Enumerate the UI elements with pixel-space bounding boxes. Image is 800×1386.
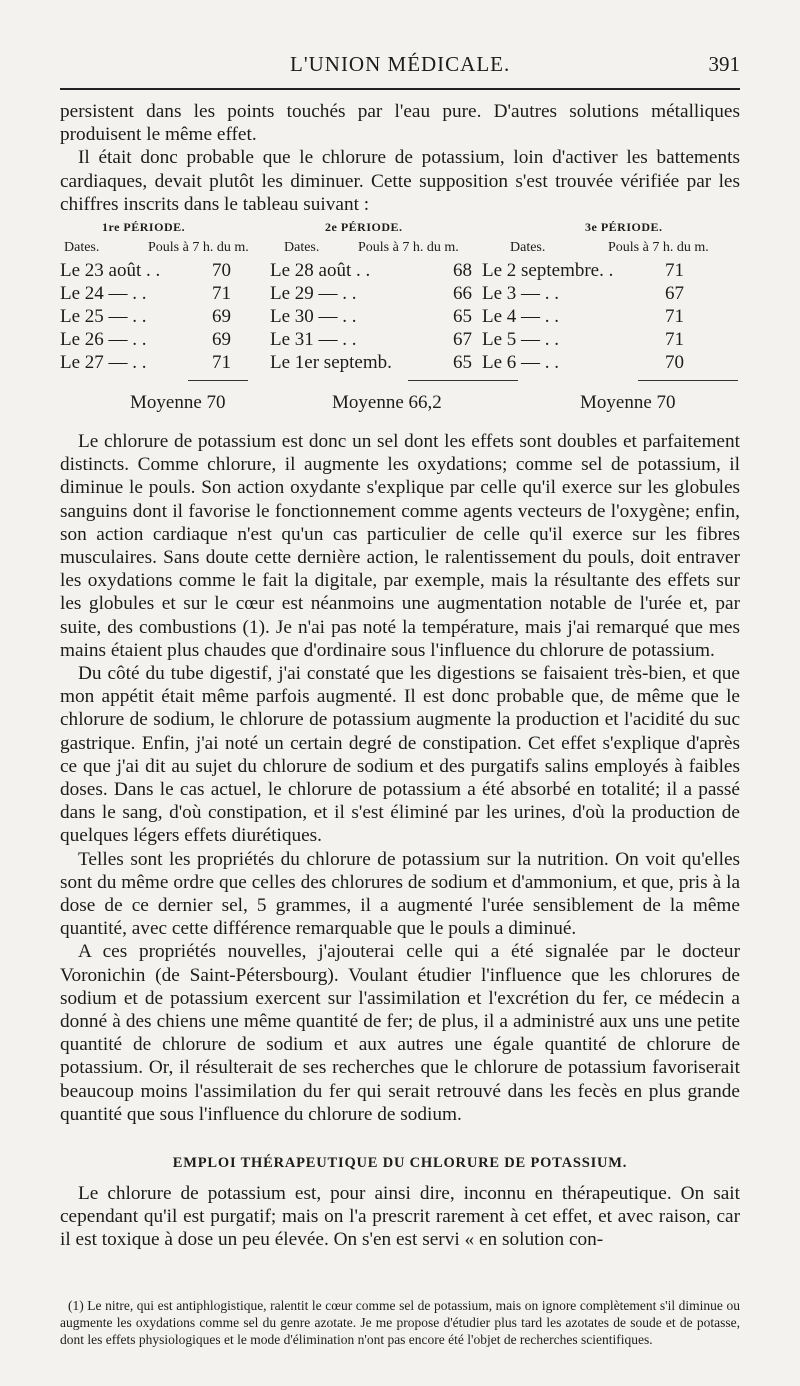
table-periods bbox=[60, 220, 740, 240]
period-2: 2e PÉRIODE. bbox=[325, 220, 403, 234]
page-header bbox=[60, 52, 740, 82]
table-cell: Le 5 — . . bbox=[482, 329, 560, 350]
table-cell: 69 bbox=[212, 306, 231, 327]
table-cell: Le 25 — . . bbox=[60, 306, 147, 327]
page-number: 391 bbox=[708, 52, 740, 76]
table-row bbox=[60, 283, 740, 306]
column-header: Dates. bbox=[64, 240, 100, 255]
intro-paragraph-1: persistent dans les points touchés par l'eau pure. D'autres solutions métalliques produisent le même effet. bbox=[60, 101, 740, 146]
table-cell: Le 27 — . . bbox=[60, 352, 147, 373]
table-row bbox=[60, 306, 740, 329]
table-cell: Le 28 août . . bbox=[270, 260, 371, 281]
sum-rule bbox=[638, 380, 738, 381]
table-cell: Le 26 — . . bbox=[60, 329, 147, 350]
table-cell: Le 31 — . . bbox=[270, 329, 357, 350]
section-heading: EMPLOI THÉRAPEUTIQUE DU CHLORURE DE POTASSIUM. bbox=[172, 1155, 628, 1171]
table-cell: 68 bbox=[453, 260, 472, 281]
table-cell: Le 24 — . . bbox=[60, 283, 147, 304]
table-cell: Le 4 — . . bbox=[482, 306, 560, 327]
table-cell: 71 bbox=[665, 329, 684, 350]
period-1: 1re PÉRIODE. bbox=[102, 220, 186, 234]
table-cell: Le 30 — . . bbox=[270, 306, 357, 327]
average-value: Moyenne 70 bbox=[580, 392, 676, 413]
table-cell: 71 bbox=[665, 306, 684, 327]
table-cell: Le 1er septemb. bbox=[270, 352, 392, 373]
table-cell: 71 bbox=[212, 283, 231, 304]
average-value: Moyenne 66,2 bbox=[332, 392, 442, 413]
main-text bbox=[60, 430, 740, 1126]
table-cell: Le 29 — . . bbox=[270, 283, 357, 304]
column-header: Dates. bbox=[510, 240, 546, 255]
table-cell: 67 bbox=[665, 283, 684, 304]
intro-text bbox=[60, 100, 740, 216]
paragraph: A ces propriétés nouvelles, j'ajouterai celle qui a été signalée par le docteur Voronichin (de Saint-Pétersbourg). Voulant étudier l'influence que les chlorures de sodium et de potassium exercent sur l'assimilation et l'excrétion du fer, ce médecin a donné à des chiens une même quantité de fer; de plus, il a administré aux uns une petite quantité de chlorure de sodium et aux autres une égale quantité de chlorure de potassium. Or, il résulterait de ses recherches que le chlorure de potassium favoriserait beaucoup moins l'assimilation du fer qui serait retrouvé dans les fecès en plus grande quantité que sous l'influence du chlorure de sodium. bbox=[60, 941, 740, 1125]
table-cell: 70 bbox=[212, 260, 231, 281]
footnote bbox=[60, 1297, 740, 1348]
header-rule bbox=[60, 88, 740, 90]
table-row bbox=[60, 329, 740, 352]
column-header: Pouls à 7 h. du m. bbox=[148, 240, 249, 255]
pulse-table bbox=[60, 220, 740, 420]
running-title: L'UNION MÉDICALE. bbox=[290, 52, 511, 76]
sum-rule bbox=[408, 380, 518, 381]
table-cell: 69 bbox=[212, 329, 231, 350]
table-cell: Le 23 août . . bbox=[60, 260, 161, 281]
table-cell: Le 3 — . . bbox=[482, 283, 560, 304]
average-value: Moyenne 70 bbox=[130, 392, 226, 413]
footnote-text: (1) Le nitre, qui est antiphlogistique, ralentit le cœur comme sel de potassium, mais on ignore complètement s'il diminue ou augmente les oxydations comme sel du genre azotate. Je me propose d'étudier plus tard les azotates de soude et de potasse, dont les effets physiologiques et le mode d'élimination n'ont pas encore été l'objet de recherches scientifiques. bbox=[60, 1298, 740, 1347]
sum-rule bbox=[188, 380, 248, 381]
table-row bbox=[60, 260, 740, 283]
table-cell: 65 bbox=[453, 352, 472, 373]
table-row bbox=[60, 352, 740, 375]
table-cell: 71 bbox=[665, 260, 684, 281]
column-header: Pouls à 7 h. du m. bbox=[608, 240, 709, 255]
table-cell: 66 bbox=[453, 283, 472, 304]
column-header: Pouls à 7 h. du m. bbox=[358, 240, 459, 255]
table-cell: 65 bbox=[453, 306, 472, 327]
final-text bbox=[60, 1182, 740, 1252]
paragraph: Le chlorure de potassium est, pour ainsi dire, inconnu en thérapeutique. On sait cependant qu'il est purgatif; mais on l'a prescrit rarement à cet effet, et avec raison, car il est toxique à dose un peu élevée. On s'en est servi « en solution con- bbox=[60, 1183, 740, 1251]
period-3: 3e PÉRIODE. bbox=[585, 220, 663, 234]
table-cell: Le 2 septembre. . bbox=[482, 260, 614, 281]
column-header: Dates. bbox=[284, 240, 320, 255]
paragraph: Telles sont les propriétés du chlorure de potassium sur la nutrition. On voit qu'elles sont du même ordre que celles des chlorures de sodium et d'ammonium, et que, pris à la dose de ce dernier sel, 5 grammes, il a augmenté l'urée sensiblement de la même quantité, avec cette différence remarquable que le pouls a diminué. bbox=[60, 848, 740, 940]
paragraph: Le chlorure de potassium est donc un sel dont les effets sont doubles et parfaitement distincts. Comme chlorure, il augmente les oxydations; comme sel de potassium, il diminue le pouls. Son action oxydante s'explique par celle qu'il exerce sur les globules sanguins dont il favorise le fonctionnement comme agents vecteurs de l'oxygène; enfin, son action cardiaque n'est qu'un cas particulier de celle qu'il exerce sur les fibres musculaires. Sans doute cette dernière action, le ralentissement du pouls, doit entraver les oxydations comme le fait la digitale, par exemple, mais la résultante des effets sur les globules et sur le cœur est néanmoins une augmentation notable de l'urée et, par suite, des combustions (1). Je n'ai pas noté la température, mais j'ai remarqué que mes mains étaient plus chaudes que d'ordinaire sous l'influence du chlorure de potassium. bbox=[60, 431, 740, 661]
table-cell: 71 bbox=[212, 352, 231, 373]
table-cell: 70 bbox=[665, 352, 684, 373]
table-column-headers bbox=[60, 240, 740, 260]
paragraph: Du côté du tube digestif, j'ai constaté que les digestions se faisaient très-bien, et que mon appétit était même parfois augmenté. Il est donc probable que, de même que le chlorure de sodium, le chlorure de potassium augmente la production et l'acidité du suc gastrique. Enfin, j'ai noté un certain degré de constipation. Cet effet s'explique d'après ce que j'ai dit au sujet du chlorure de sodium et des purgatifs salins employés à faibles doses. Dans le cas actuel, le chlorure de potassium a été absorbé en totalité; il a passé dans le sang, d'où constipation, et il s'est éliminé par les urines, d'où la production de quelques légers effets diurétiques. bbox=[60, 663, 740, 847]
table-cell: Le 6 — . . bbox=[482, 352, 560, 373]
intro-paragraph-2: Il était donc probable que le chlorure de potassium, loin d'activer les battements cardiaques, devait plutôt les diminuer. Cette supposition s'est trouvée vérifiée par les chiffres inscrits dans le tableau suivant : bbox=[60, 147, 740, 215]
table-cell: 67 bbox=[453, 329, 472, 350]
